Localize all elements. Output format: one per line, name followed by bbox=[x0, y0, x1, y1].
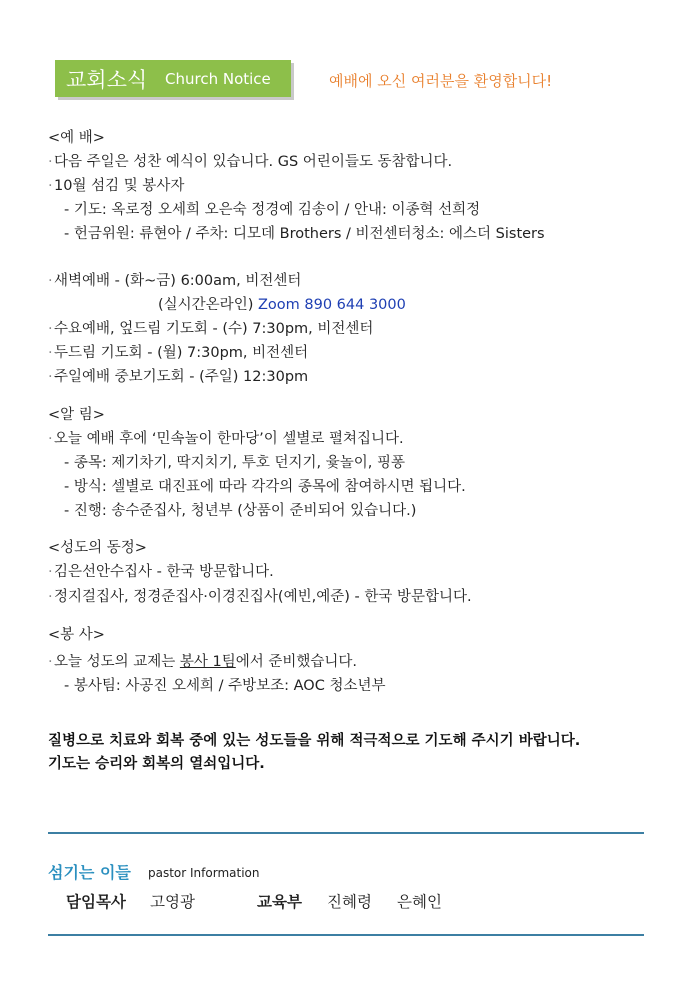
wednesday-service: · 수요예배, 엎드림 기도회 - (수) 7:30pm, 비전센터 bbox=[54, 319, 373, 339]
senior-pastor-label: 담임목사 bbox=[66, 893, 126, 911]
prayer-line-2: 기도는 승리와 회복의 열쇠입니다. bbox=[48, 756, 265, 772]
service-heading: <봉 사> bbox=[48, 627, 105, 643]
worship-sub-1: - 기도: 옥로정 오세희 오은숙 정경예 김송이 / 안내: 이종혁 선희정 bbox=[64, 202, 481, 218]
education-pastor-2: 은혜인 bbox=[397, 893, 442, 911]
members-line-2: · 정지걸집사, 정경준집사·이경진집사(예빈,예준) - 한국 방문합니다. bbox=[54, 587, 472, 607]
dawn-online bbox=[158, 295, 406, 315]
service-sub-1: - 봉사팀: 사공진 오세희 / 주방보조: AOC 청소년부 bbox=[64, 678, 386, 694]
dawn-online-label: (실시간온라인) bbox=[158, 297, 254, 313]
members-heading: <성도의 동정> bbox=[48, 540, 147, 556]
service-line-1 bbox=[54, 652, 357, 672]
prayer-line-1: 질병으로 치료와 회복 중에 있는 성도들을 위해 적극적으로 기도해 주시기 바랍니다. bbox=[48, 733, 581, 749]
dawn-service: · 새벽예배 - (화~금) 6:00am, 비전센터 bbox=[54, 271, 301, 291]
education-label: 교육부 bbox=[257, 893, 302, 911]
service-team: 봉사 1팀 bbox=[179, 654, 236, 670]
senior-pastor-name: 고영광 bbox=[150, 893, 195, 911]
notice-sub-1: - 종목: 제기차기, 딱지치기, 투호 던지기, 윷놀이, 핑퐁 bbox=[64, 455, 405, 471]
notice-heading: <알 림> bbox=[48, 407, 105, 423]
service-line-1-pre: 오늘 성도의 교제는 bbox=[54, 654, 180, 670]
notice-title-en: Church Notice bbox=[165, 70, 271, 88]
notice-sub-3: - 진행: 송수준집사, 청년부 (상품이 준비되어 있습니다.) bbox=[64, 503, 417, 519]
service-line-1-post: 에서 준비했습니다. bbox=[235, 654, 358, 670]
worship-line-1: · 다음 주일은 성찬 예식이 있습니다. GS 어린이들도 동참합니다. bbox=[54, 152, 452, 172]
zoom-link[interactable]: Zoom 890 644 3000 bbox=[257, 297, 406, 313]
welcome-message: 예배에 오신 여러분을 환영합니다! bbox=[329, 72, 553, 90]
pastors-title-ko: 섬기는 이들 bbox=[48, 863, 131, 882]
worship-sub-2: - 헌금위원: 류현아 / 주차: 디모데 Brothers / 비전센터청소: 에스더 Sisters bbox=[64, 226, 545, 242]
pastors-title-en: pastor Information bbox=[148, 866, 260, 880]
church-notice-badge bbox=[55, 60, 291, 97]
notice-title-ko: 교회소식 bbox=[66, 68, 148, 92]
monday-service: · 두드림 기도회 - (월) 7:30pm, 비전센터 bbox=[54, 343, 308, 363]
members-line-1: · 김은선안수집사 - 한국 방문합니다. bbox=[54, 562, 274, 582]
education-pastor-1: 진혜령 bbox=[327, 893, 372, 911]
notice-line-1: · 오늘 예배 후에 ‘민속놀이 한마당’이 셀별로 펼쳐집니다. bbox=[54, 429, 404, 449]
worship-heading: <예 배> bbox=[48, 130, 105, 146]
notice-sub-2: - 방식: 셀별로 대진표에 따라 각각의 종목에 참여하시면 됩니다. bbox=[64, 479, 466, 495]
worship-line-2: · 10월 섬김 및 봉사자 bbox=[54, 176, 184, 196]
bottom-divider bbox=[48, 934, 644, 936]
top-divider bbox=[48, 832, 644, 834]
sunday-prayer: · 주일예배 중보기도회 - (주일) 12:30pm bbox=[54, 367, 308, 387]
